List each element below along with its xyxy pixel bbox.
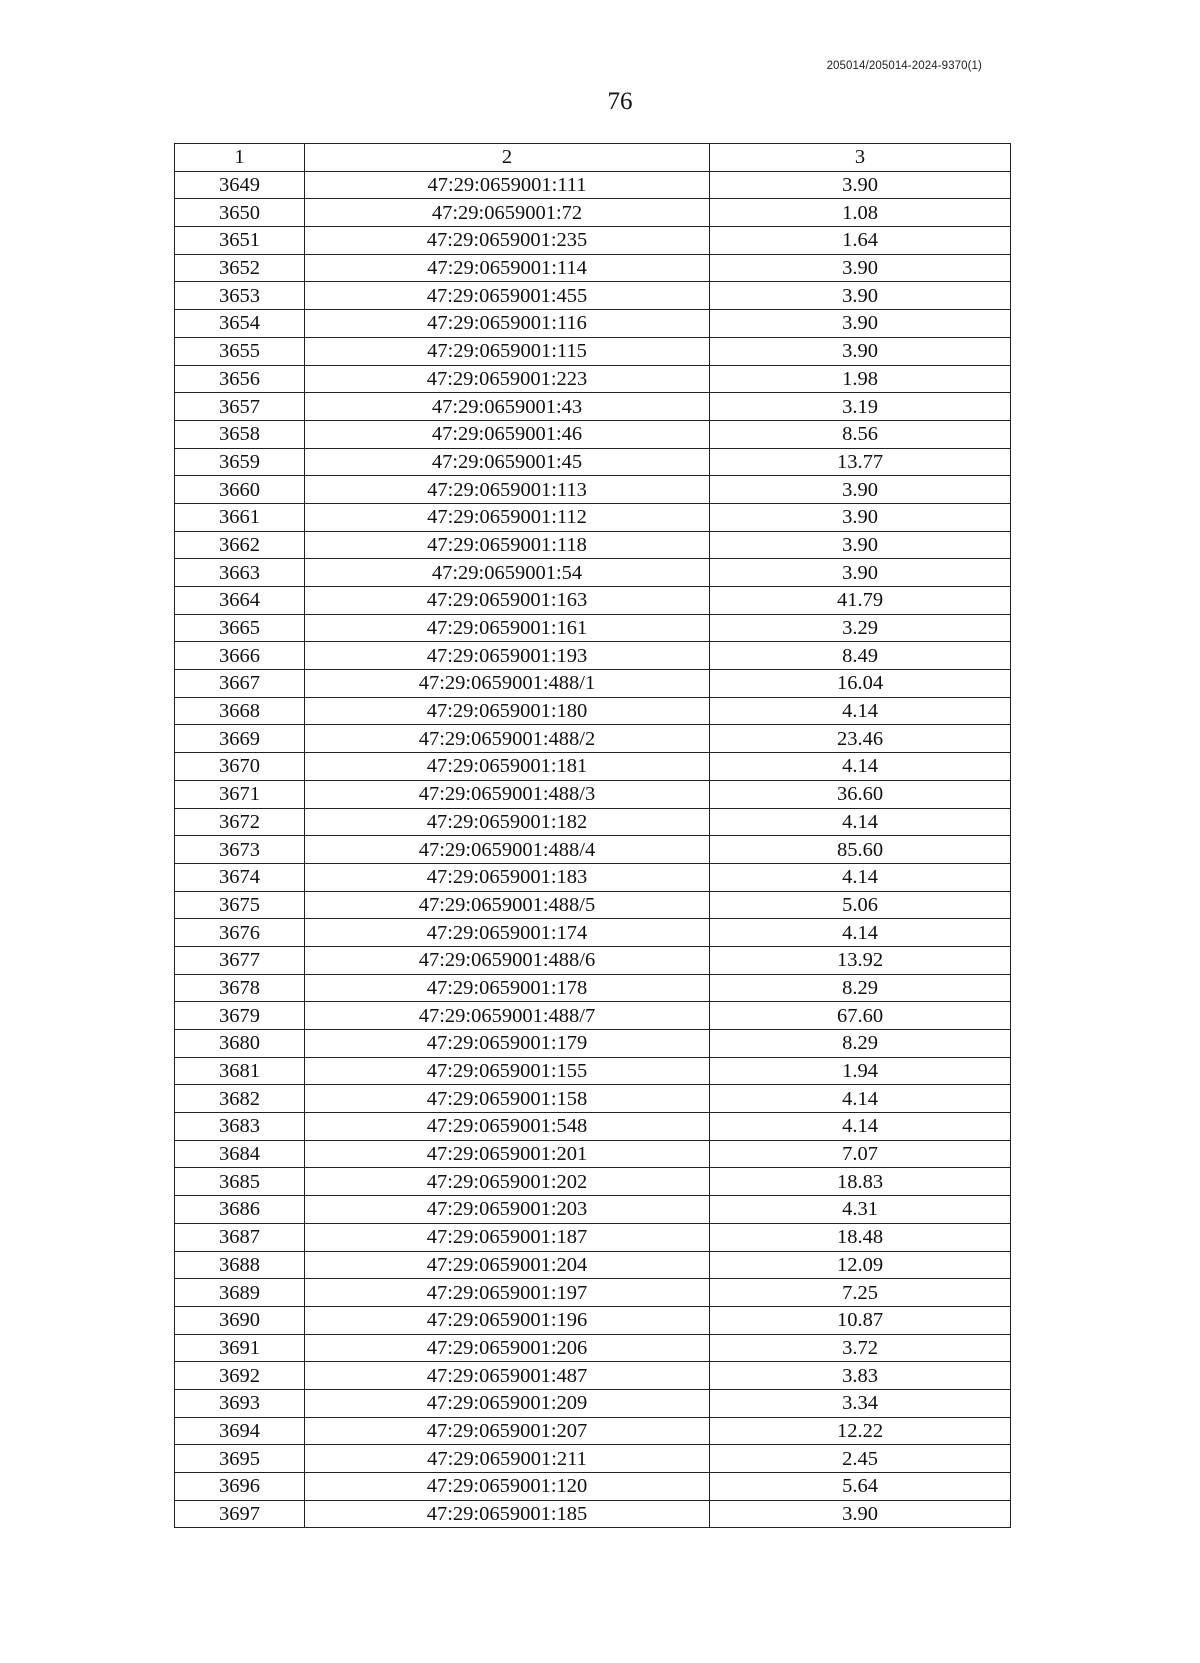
cadastral-number-cell: 47:29:0659001:174 [305, 919, 710, 947]
value-cell: 2.45 [710, 1445, 1011, 1473]
value-cell: 3.90 [710, 171, 1011, 199]
row-number-cell: 3678 [175, 974, 305, 1002]
value-cell: 3.90 [710, 476, 1011, 504]
value-cell: 3.19 [710, 393, 1011, 421]
table-row [175, 199, 1011, 227]
row-number-cell: 3687 [175, 1223, 305, 1251]
cadastral-number-cell: 47:29:0659001:111 [305, 171, 710, 199]
row-number-cell: 3679 [175, 1002, 305, 1030]
column-header: 2 [305, 144, 710, 172]
row-number-cell: 3662 [175, 531, 305, 559]
row-number-cell: 3684 [175, 1140, 305, 1168]
row-number-cell: 3651 [175, 227, 305, 255]
cadastral-number-cell: 47:29:0659001:207 [305, 1417, 710, 1445]
row-number-cell: 3674 [175, 863, 305, 891]
cadastral-number-cell: 47:29:0659001:158 [305, 1085, 710, 1113]
cadastral-number-cell: 47:29:0659001:193 [305, 642, 710, 670]
row-number-cell: 3665 [175, 614, 305, 642]
cadastral-number-cell: 47:29:0659001:114 [305, 254, 710, 282]
value-cell: 16.04 [710, 670, 1011, 698]
cadastral-number-cell: 47:29:0659001:488/7 [305, 1002, 710, 1030]
row-number-cell: 3680 [175, 1030, 305, 1058]
table-row [175, 1002, 1011, 1030]
value-cell: 1.98 [710, 365, 1011, 393]
table-row [175, 476, 1011, 504]
row-number-cell: 3695 [175, 1445, 305, 1473]
value-cell: 85.60 [710, 836, 1011, 864]
table-header [175, 144, 1011, 172]
row-number-cell: 3654 [175, 310, 305, 338]
value-cell: 3.90 [710, 559, 1011, 587]
row-number-cell: 3696 [175, 1473, 305, 1501]
table-row [175, 1030, 1011, 1058]
value-cell: 18.48 [710, 1223, 1011, 1251]
cadastral-number-cell: 47:29:0659001:488/2 [305, 725, 710, 753]
table-header-row [175, 144, 1011, 172]
cadastral-number-cell: 47:29:0659001:178 [305, 974, 710, 1002]
value-cell: 8.29 [710, 1030, 1011, 1058]
cadastral-number-cell: 47:29:0659001:548 [305, 1113, 710, 1141]
table-row [175, 753, 1011, 781]
row-number-cell: 3689 [175, 1279, 305, 1307]
cadastral-number-cell: 47:29:0659001:206 [305, 1334, 710, 1362]
table-row [175, 171, 1011, 199]
table-row [175, 1168, 1011, 1196]
table-row [175, 393, 1011, 421]
row-number-cell: 3691 [175, 1334, 305, 1362]
cadastral-number-cell: 47:29:0659001:115 [305, 337, 710, 365]
row-number-cell: 3672 [175, 808, 305, 836]
table-row [175, 780, 1011, 808]
table-row [175, 227, 1011, 255]
table-row [175, 863, 1011, 891]
table-row [175, 642, 1011, 670]
cadastral-number-cell: 47:29:0659001:187 [305, 1223, 710, 1251]
row-number-cell: 3669 [175, 725, 305, 753]
value-cell: 4.14 [710, 808, 1011, 836]
value-cell: 8.49 [710, 642, 1011, 670]
row-number-cell: 3660 [175, 476, 305, 504]
row-number-cell: 3656 [175, 365, 305, 393]
value-cell: 3.34 [710, 1389, 1011, 1417]
cadastral-number-cell: 47:29:0659001:185 [305, 1500, 710, 1528]
table-row [175, 1306, 1011, 1334]
cadastral-number-cell: 47:29:0659001:181 [305, 753, 710, 781]
value-cell: 1.94 [710, 1057, 1011, 1085]
cadastral-number-cell: 47:29:0659001:196 [305, 1306, 710, 1334]
table-row [175, 503, 1011, 531]
table-body [175, 171, 1011, 1528]
cadastral-number-cell: 47:29:0659001:113 [305, 476, 710, 504]
table-row [175, 946, 1011, 974]
row-number-cell: 3655 [175, 337, 305, 365]
cadastral-number-cell: 47:29:0659001:54 [305, 559, 710, 587]
table-row [175, 1362, 1011, 1390]
row-number-cell: 3693 [175, 1389, 305, 1417]
value-cell: 4.14 [710, 919, 1011, 947]
cadastral-number-cell: 47:29:0659001:163 [305, 587, 710, 615]
row-number-cell: 3681 [175, 1057, 305, 1085]
value-cell: 4.14 [710, 1085, 1011, 1113]
row-number-cell: 3650 [175, 199, 305, 227]
row-number-cell: 3661 [175, 503, 305, 531]
table-row [175, 974, 1011, 1002]
cadastral-number-cell: 47:29:0659001:46 [305, 420, 710, 448]
value-cell: 12.22 [710, 1417, 1011, 1445]
cadastral-number-cell: 47:29:0659001:488/4 [305, 836, 710, 864]
row-number-cell: 3668 [175, 697, 305, 725]
table-row [175, 614, 1011, 642]
cadastral-number-cell: 47:29:0659001:43 [305, 393, 710, 421]
value-cell: 18.83 [710, 1168, 1011, 1196]
cadastral-number-cell: 47:29:0659001:488/3 [305, 780, 710, 808]
row-number-cell: 3653 [175, 282, 305, 310]
table-row [175, 365, 1011, 393]
value-cell: 10.87 [710, 1306, 1011, 1334]
row-number-cell: 3659 [175, 448, 305, 476]
table-row [175, 1113, 1011, 1141]
cadastral-number-cell: 47:29:0659001:488/5 [305, 891, 710, 919]
cadastral-number-cell: 47:29:0659001:455 [305, 282, 710, 310]
row-number-cell: 3686 [175, 1196, 305, 1224]
value-cell: 3.90 [710, 1500, 1011, 1528]
table-row [175, 1389, 1011, 1417]
cadastral-number-cell: 47:29:0659001:488/1 [305, 670, 710, 698]
cadastral-number-cell: 47:29:0659001:120 [305, 1473, 710, 1501]
table-row [175, 670, 1011, 698]
cadastral-number-cell: 47:29:0659001:155 [305, 1057, 710, 1085]
data-table [174, 143, 1011, 1528]
value-cell: 3.90 [710, 254, 1011, 282]
value-cell: 13.77 [710, 448, 1011, 476]
table-row [175, 1196, 1011, 1224]
row-number-cell: 3697 [175, 1500, 305, 1528]
value-cell: 3.90 [710, 310, 1011, 338]
value-cell: 5.64 [710, 1473, 1011, 1501]
value-cell: 4.31 [710, 1196, 1011, 1224]
cadastral-number-cell: 47:29:0659001:487 [305, 1362, 710, 1390]
row-number-cell: 3663 [175, 559, 305, 587]
value-cell: 3.83 [710, 1362, 1011, 1390]
column-header: 1 [175, 144, 305, 172]
table-row [175, 420, 1011, 448]
row-number-cell: 3666 [175, 642, 305, 670]
table-row [175, 337, 1011, 365]
value-cell: 4.14 [710, 1113, 1011, 1141]
table-row [175, 1140, 1011, 1168]
cadastral-number-cell: 47:29:0659001:45 [305, 448, 710, 476]
value-cell: 67.60 [710, 1002, 1011, 1030]
table-row [175, 559, 1011, 587]
table-row [175, 1473, 1011, 1501]
table-row [175, 1417, 1011, 1445]
value-cell: 3.90 [710, 337, 1011, 365]
row-number-cell: 3652 [175, 254, 305, 282]
row-number-cell: 3677 [175, 946, 305, 974]
table-row [175, 919, 1011, 947]
row-number-cell: 3667 [175, 670, 305, 698]
row-number-cell: 3683 [175, 1113, 305, 1141]
value-cell: 5.06 [710, 891, 1011, 919]
cadastral-number-cell: 47:29:0659001:116 [305, 310, 710, 338]
table-row [175, 697, 1011, 725]
cadastral-number-cell: 47:29:0659001:118 [305, 531, 710, 559]
table-row [175, 891, 1011, 919]
cadastral-number-cell: 47:29:0659001:179 [305, 1030, 710, 1058]
row-number-cell: 3694 [175, 1417, 305, 1445]
value-cell: 8.29 [710, 974, 1011, 1002]
cadastral-number-cell: 47:29:0659001:180 [305, 697, 710, 725]
cadastral-number-cell: 47:29:0659001:72 [305, 199, 710, 227]
value-cell: 4.14 [710, 863, 1011, 891]
table-row [175, 1057, 1011, 1085]
table-row [175, 725, 1011, 753]
value-cell: 8.56 [710, 420, 1011, 448]
row-number-cell: 3676 [175, 919, 305, 947]
cadastral-number-cell: 47:29:0659001:182 [305, 808, 710, 836]
table-row [175, 1445, 1011, 1473]
row-number-cell: 3658 [175, 420, 305, 448]
value-cell: 3.29 [710, 614, 1011, 642]
table-row [175, 1223, 1011, 1251]
cadastral-number-cell: 47:29:0659001:235 [305, 227, 710, 255]
value-cell: 13.92 [710, 946, 1011, 974]
cadastral-number-cell: 47:29:0659001:209 [305, 1389, 710, 1417]
row-number-cell: 3688 [175, 1251, 305, 1279]
row-number-cell: 3675 [175, 891, 305, 919]
row-number-cell: 3649 [175, 171, 305, 199]
table-row [175, 1500, 1011, 1528]
page-number: 76 [607, 88, 633, 115]
row-number-cell: 3682 [175, 1085, 305, 1113]
table-row [175, 531, 1011, 559]
cadastral-number-cell: 47:29:0659001:161 [305, 614, 710, 642]
table-row [175, 1251, 1011, 1279]
cadastral-number-cell: 47:29:0659001:201 [305, 1140, 710, 1168]
table-row [175, 310, 1011, 338]
cadastral-number-cell: 47:29:0659001:203 [305, 1196, 710, 1224]
value-cell: 7.07 [710, 1140, 1011, 1168]
row-number-cell: 3673 [175, 836, 305, 864]
row-number-cell: 3692 [175, 1362, 305, 1390]
table-row [175, 448, 1011, 476]
value-cell: 3.90 [710, 503, 1011, 531]
value-cell: 4.14 [710, 753, 1011, 781]
table-row [175, 1334, 1011, 1362]
value-cell: 4.14 [710, 697, 1011, 725]
row-number-cell: 3664 [175, 587, 305, 615]
cadastral-number-cell: 47:29:0659001:202 [305, 1168, 710, 1196]
value-cell: 7.25 [710, 1279, 1011, 1307]
row-number-cell: 3657 [175, 393, 305, 421]
value-cell: 1.64 [710, 227, 1011, 255]
row-number-cell: 3690 [175, 1306, 305, 1334]
value-cell: 41.79 [710, 587, 1011, 615]
cadastral-number-cell: 47:29:0659001:211 [305, 1445, 710, 1473]
column-header: 3 [710, 144, 1011, 172]
value-cell: 36.60 [710, 780, 1011, 808]
cadastral-number-cell: 47:29:0659001:223 [305, 365, 710, 393]
table-row [175, 587, 1011, 615]
value-cell: 3.90 [710, 282, 1011, 310]
cadastral-number-cell: 47:29:0659001:488/6 [305, 946, 710, 974]
table-row [175, 282, 1011, 310]
table-row [175, 836, 1011, 864]
value-cell: 23.46 [710, 725, 1011, 753]
row-number-cell: 3670 [175, 753, 305, 781]
row-number-cell: 3671 [175, 780, 305, 808]
value-cell: 12.09 [710, 1251, 1011, 1279]
cadastral-number-cell: 47:29:0659001:204 [305, 1251, 710, 1279]
value-cell: 3.90 [710, 531, 1011, 559]
cadastral-number-cell: 47:29:0659001:197 [305, 1279, 710, 1307]
value-cell: 1.08 [710, 199, 1011, 227]
value-cell: 3.72 [710, 1334, 1011, 1362]
table-row [175, 1279, 1011, 1307]
document-id: 205014/205014-2024-9370(1) [826, 60, 982, 72]
table-row [175, 254, 1011, 282]
table-row [175, 1085, 1011, 1113]
row-number-cell: 3685 [175, 1168, 305, 1196]
cadastral-number-cell: 47:29:0659001:112 [305, 503, 710, 531]
table-row [175, 808, 1011, 836]
cadastral-number-cell: 47:29:0659001:183 [305, 863, 710, 891]
